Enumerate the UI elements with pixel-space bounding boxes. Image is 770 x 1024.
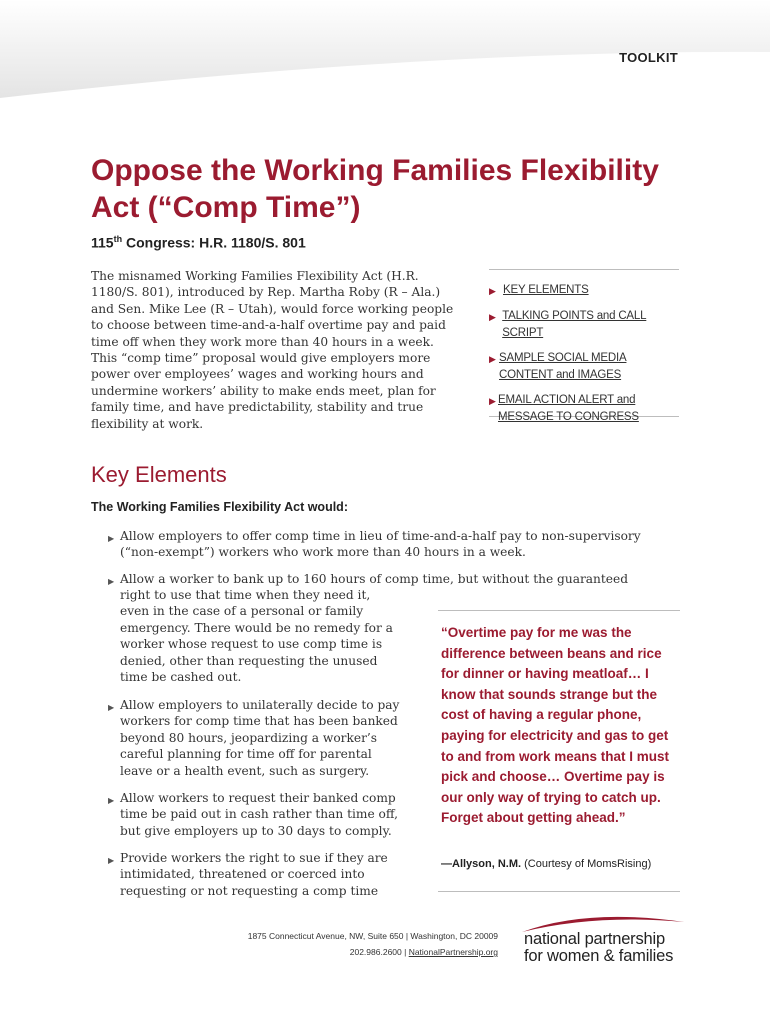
list-item xyxy=(100,528,680,561)
toc-item-talking-points[interactable] xyxy=(489,308,679,342)
subtitle-rest: Congress: H.R. 1180/S. 801 xyxy=(122,234,306,251)
logo-line-2: for women & families xyxy=(524,947,674,965)
logo-wordmark xyxy=(524,931,673,965)
list-item-text: Allow a worker to bank up to 160 hours of comp time, but without the guaranteed xyxy=(120,572,629,586)
triangle-right-icon: ▶ xyxy=(108,796,115,805)
triangle-right-icon: ▶ xyxy=(108,534,115,543)
toc-item-email-alert[interactable] xyxy=(489,392,679,426)
subtitle-superscript: th xyxy=(113,234,123,244)
triangle-right-icon: ▶ xyxy=(108,577,115,586)
table-of-contents xyxy=(489,269,679,423)
list-item-text: Allow employers to unilaterally decide to pay workers for comp time that has been banked beyond 80 hours, jeopardizing a worker’s careful planning for time off for parental leave or a health event, such as surgery. xyxy=(120,698,400,778)
page-title: Oppose the Working Families Flexibility Act (“Comp Time”) xyxy=(91,154,659,224)
pull-quote xyxy=(438,610,680,892)
triangle-right-icon: ▶ xyxy=(489,396,496,406)
triangle-right-icon: ▶ xyxy=(489,286,496,296)
quote-attribution xyxy=(441,858,651,870)
list-item xyxy=(100,850,410,899)
key-elements-lead: The Working Families Flexibility Act would: xyxy=(91,500,348,514)
toc-item-social-media[interactable] xyxy=(489,350,679,384)
list-item-text: Provide workers the right to sue if they are intimidated, threatened or coerced into requesting or not requesting a comp time xyxy=(120,851,388,898)
triangle-right-icon: ▶ xyxy=(108,856,115,865)
website-link[interactable]: NationalPartnership.org xyxy=(408,947,498,957)
subtitle-prefix: 115 xyxy=(91,234,114,251)
list-item-text: right to use that time when they need it, even in the case of a personal or family emergency. There would be no remedy for a worker whose request to use comp time is denied, other than requesting the unused time be cashed out. xyxy=(120,588,393,685)
quote-text: “Overtime pay for me was the difference between beans and rice for dinner or having meatloaf… I know that sounds strange but the cost of having a regular phone, paying for electricity and gas to get to and from work means that I must pick and choose… Overtime pay is our only way of trying to catch up. Forget about getting ahead.” xyxy=(441,625,670,826)
list-item xyxy=(100,697,400,779)
list-item xyxy=(100,790,418,839)
list-item-text: Allow employers to offer comp time in lieu of time-and-a-half pay to non-supervisory (“non-exempt”) workers who work more than 40 hours in a week. xyxy=(120,529,641,560)
footer-phone: 202.986.2600 | xyxy=(349,947,409,957)
toolkit-label: TOOLKIT xyxy=(619,50,678,65)
logo-line-1: national partnership xyxy=(524,930,665,948)
list-item-continued xyxy=(100,587,400,685)
organization-logo xyxy=(518,912,688,992)
congress-subtitle xyxy=(91,234,306,251)
intro-paragraph: The misnamed Working Families Flexibility Act (H.R. 1180/S. 801), introduced by Rep. Martha Roby (R – Ala.) and Sen. Mike Lee (R – Utah), would force working people to choose between time-and-a-half overtime pay and paid time off when they work more than 40 hours in a week. This “comp time” proposal would give employers more power over employees’ wages and working hours and undermine workers’ ability to make ends meet, plan for family time, and have predictability, stability and true flexibility at work. xyxy=(91,269,454,431)
key-elements-heading: Key Elements xyxy=(91,462,227,487)
quote-author: —Allyson, N.M. xyxy=(441,858,522,870)
list-item-text: Allow workers to request their banked comp time be paid out in cash rather than time off, but give employers up to 30 days to comply. xyxy=(120,791,398,838)
toc-item-key-elements[interactable] xyxy=(489,282,679,300)
triangle-right-icon: ▶ xyxy=(108,703,115,712)
footer-contact xyxy=(248,944,498,960)
footer-address-block xyxy=(248,928,498,960)
toc-link[interactable]: TALKING POINTS and CALL SCRIPT xyxy=(502,310,647,339)
triangle-right-icon: ▶ xyxy=(489,354,496,364)
quote-credit: (Courtesy of MomsRising) xyxy=(521,858,652,870)
toc-link[interactable]: KEY ELEMENTS xyxy=(503,284,589,296)
triangle-right-icon: ▶ xyxy=(489,312,496,322)
toc-link[interactable]: EMAIL ACTION ALERT and MESSAGE TO CONGRESS xyxy=(498,394,639,423)
footer-address: 1875 Connecticut Avenue, NW, Suite 650 | Washington, DC 20009 xyxy=(247,931,498,941)
toc-link[interactable]: SAMPLE SOCIAL MEDIA CONTENT and IMAGES xyxy=(499,352,627,381)
